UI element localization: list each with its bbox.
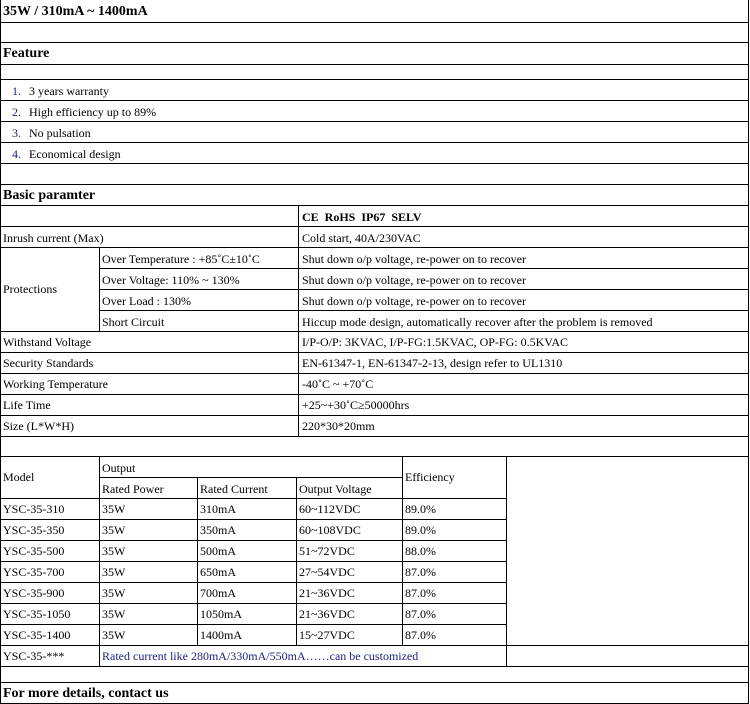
- feature-number: 3.: [12, 126, 21, 140]
- divider: [99, 456, 100, 666]
- divider: [99, 268, 749, 269]
- cell-current: 310mA: [200, 502, 236, 516]
- param-value: +25~+30˚C≥50000hrs: [302, 398, 410, 412]
- cell-power: 35W: [102, 565, 126, 579]
- feature-number: 1.: [12, 84, 21, 98]
- contact-footer: For more details, contact us: [3, 686, 169, 701]
- feature-number: 2.: [12, 105, 21, 119]
- divider: [0, 205, 749, 206]
- divider: [0, 79, 749, 80]
- cell-current: 1050mA: [200, 607, 242, 621]
- divider: [0, 22, 749, 23]
- divider: [0, 247, 749, 248]
- cell-model: YSC-35-900: [3, 586, 65, 600]
- header-output: Output: [102, 461, 136, 475]
- param-label: Size (L*W*H): [3, 419, 74, 433]
- page-title: 35W / 310mA ~ 1400mA: [3, 4, 148, 19]
- header-model: Model: [3, 470, 35, 484]
- cell-current: 650mA: [200, 565, 236, 579]
- cell-efficiency: 87.0%: [405, 628, 436, 642]
- param-label: Security Standards: [3, 356, 94, 370]
- feature-heading: Feature: [3, 46, 50, 61]
- feature-number: 4.: [12, 147, 21, 161]
- divider: [0, 142, 749, 143]
- protection-condition: Over Voltage: 110% ~ 130%: [102, 273, 240, 287]
- protection-condition: Over Temperature : +85˚C±10˚C: [102, 252, 260, 266]
- cell-efficiency: 88.0%: [405, 544, 436, 558]
- divider: [0, 226, 749, 227]
- feature-item: High efficiency up to 89%: [29, 105, 157, 119]
- basic-heading: Basic paramter: [3, 188, 96, 203]
- cell-model: YSC-35-500: [3, 544, 65, 558]
- divider: [99, 289, 749, 290]
- divider: [197, 477, 198, 645]
- divider: [0, 456, 749, 457]
- divider: [298, 205, 299, 436]
- divider: [0, 645, 749, 646]
- divider: [99, 477, 403, 478]
- header-efficiency: Efficiency: [405, 470, 455, 484]
- divider: [0, 64, 749, 65]
- param-label: Withstand Voltage: [3, 335, 92, 349]
- divider: [0, 603, 507, 604]
- custom-note: Rated current like 280mA/330mA/550mA……can be customized: [102, 649, 419, 663]
- cell-power: 35W: [102, 586, 126, 600]
- divider: [0, 394, 749, 395]
- divider: [0, 561, 507, 562]
- cell-power: 35W: [102, 523, 126, 537]
- cell-voltage: 27~54VDC: [299, 565, 355, 579]
- divider: [0, 331, 749, 332]
- cell-model: YSC-35-1050: [3, 607, 71, 621]
- cell-voltage: 21~36VDC: [299, 607, 355, 621]
- param-value: I/P-O/P: 3KVAC, I/P-FG:1.5KVAC, OP-FG: 0.5KVAC: [302, 335, 569, 349]
- divider: [506, 456, 507, 666]
- cell-model: YSC-35-1400: [3, 628, 71, 642]
- divider: [0, 519, 507, 520]
- certifications: CE RoHS IP67 SELV: [302, 210, 422, 224]
- cell-efficiency: 89.0%: [405, 502, 436, 516]
- divider: [0, 624, 507, 625]
- param-value: EN-61347-1, EN-61347-2-13, design refer to UL1310: [302, 356, 563, 370]
- divider: [0, 100, 749, 101]
- protection-value: Hiccup mode design, automatically recover after the problem is removed: [302, 315, 653, 329]
- cell-efficiency: 87.0%: [405, 586, 436, 600]
- header-output-voltage: Output Voltage: [299, 482, 372, 496]
- cell-voltage: 60~112VDC: [299, 502, 361, 516]
- cell-current: 500mA: [200, 544, 236, 558]
- protection-value: Shut down o/p voltage, re-power on to recover: [302, 252, 526, 266]
- param-label: Life Time: [3, 398, 51, 412]
- divider: [296, 477, 297, 645]
- cell-current: 700mA: [200, 586, 236, 600]
- feature-item: No pulsation: [29, 126, 91, 140]
- cell-power: 35W: [102, 607, 126, 621]
- param-value: 220*30*20mm: [302, 419, 375, 433]
- cell-model: YSC-35-700: [3, 565, 65, 579]
- cell-model: YSC-35-***: [3, 649, 65, 663]
- cell-power: 35W: [102, 544, 126, 558]
- cell-efficiency: 87.0%: [405, 565, 436, 579]
- feature-item: Economical design: [29, 147, 121, 161]
- inrush-value: Cold start, 40A/230VAC: [302, 231, 421, 245]
- divider: [0, 498, 507, 499]
- cell-current: 350mA: [200, 523, 236, 537]
- divider: [0, 184, 749, 185]
- protection-condition: Over Load : 130%: [102, 294, 191, 308]
- cell-voltage: 60~108VDC: [299, 523, 361, 537]
- header-rated-power: Rated Power: [102, 482, 164, 496]
- cell-model: YSC-35-350: [3, 523, 65, 537]
- cell-voltage: 51~72VDC: [299, 544, 355, 558]
- cell-voltage: 15~27VDC: [299, 628, 355, 642]
- divider: [0, 352, 749, 353]
- divider: [99, 247, 100, 331]
- param-label: Working Temperature: [3, 377, 108, 391]
- divider: [0, 666, 749, 667]
- protections-label: Protections: [3, 282, 57, 296]
- divider: [0, 163, 749, 164]
- cell-efficiency: 89.0%: [405, 523, 436, 537]
- cell-current: 1400mA: [200, 628, 242, 642]
- cell-power: 35W: [102, 502, 126, 516]
- header-rated-current: Rated Current: [200, 482, 268, 496]
- protection-value: Shut down o/p voltage, re-power on to recover: [302, 273, 526, 287]
- protection-condition: Short Circuit: [102, 315, 165, 329]
- feature-item: 3 years warranty: [29, 84, 109, 98]
- divider: [0, 436, 749, 437]
- divider: [402, 456, 403, 645]
- divider: [0, 42, 749, 43]
- divider: [0, 121, 749, 122]
- inrush-label: Inrush current (Max): [3, 231, 104, 245]
- cell-efficiency: 87.0%: [405, 607, 436, 621]
- cell-voltage: 21~36VDC: [299, 586, 355, 600]
- param-value: -40˚C ~ +70˚C: [302, 377, 374, 391]
- divider: [0, 415, 749, 416]
- divider: [0, 540, 507, 541]
- cell-power: 35W: [102, 628, 126, 642]
- divider: [99, 310, 749, 311]
- protection-value: Shut down o/p voltage, re-power on to recover: [302, 294, 526, 308]
- divider: [0, 582, 507, 583]
- divider: [0, 373, 749, 374]
- divider: [0, 682, 749, 683]
- cell-model: YSC-35-310: [3, 502, 65, 516]
